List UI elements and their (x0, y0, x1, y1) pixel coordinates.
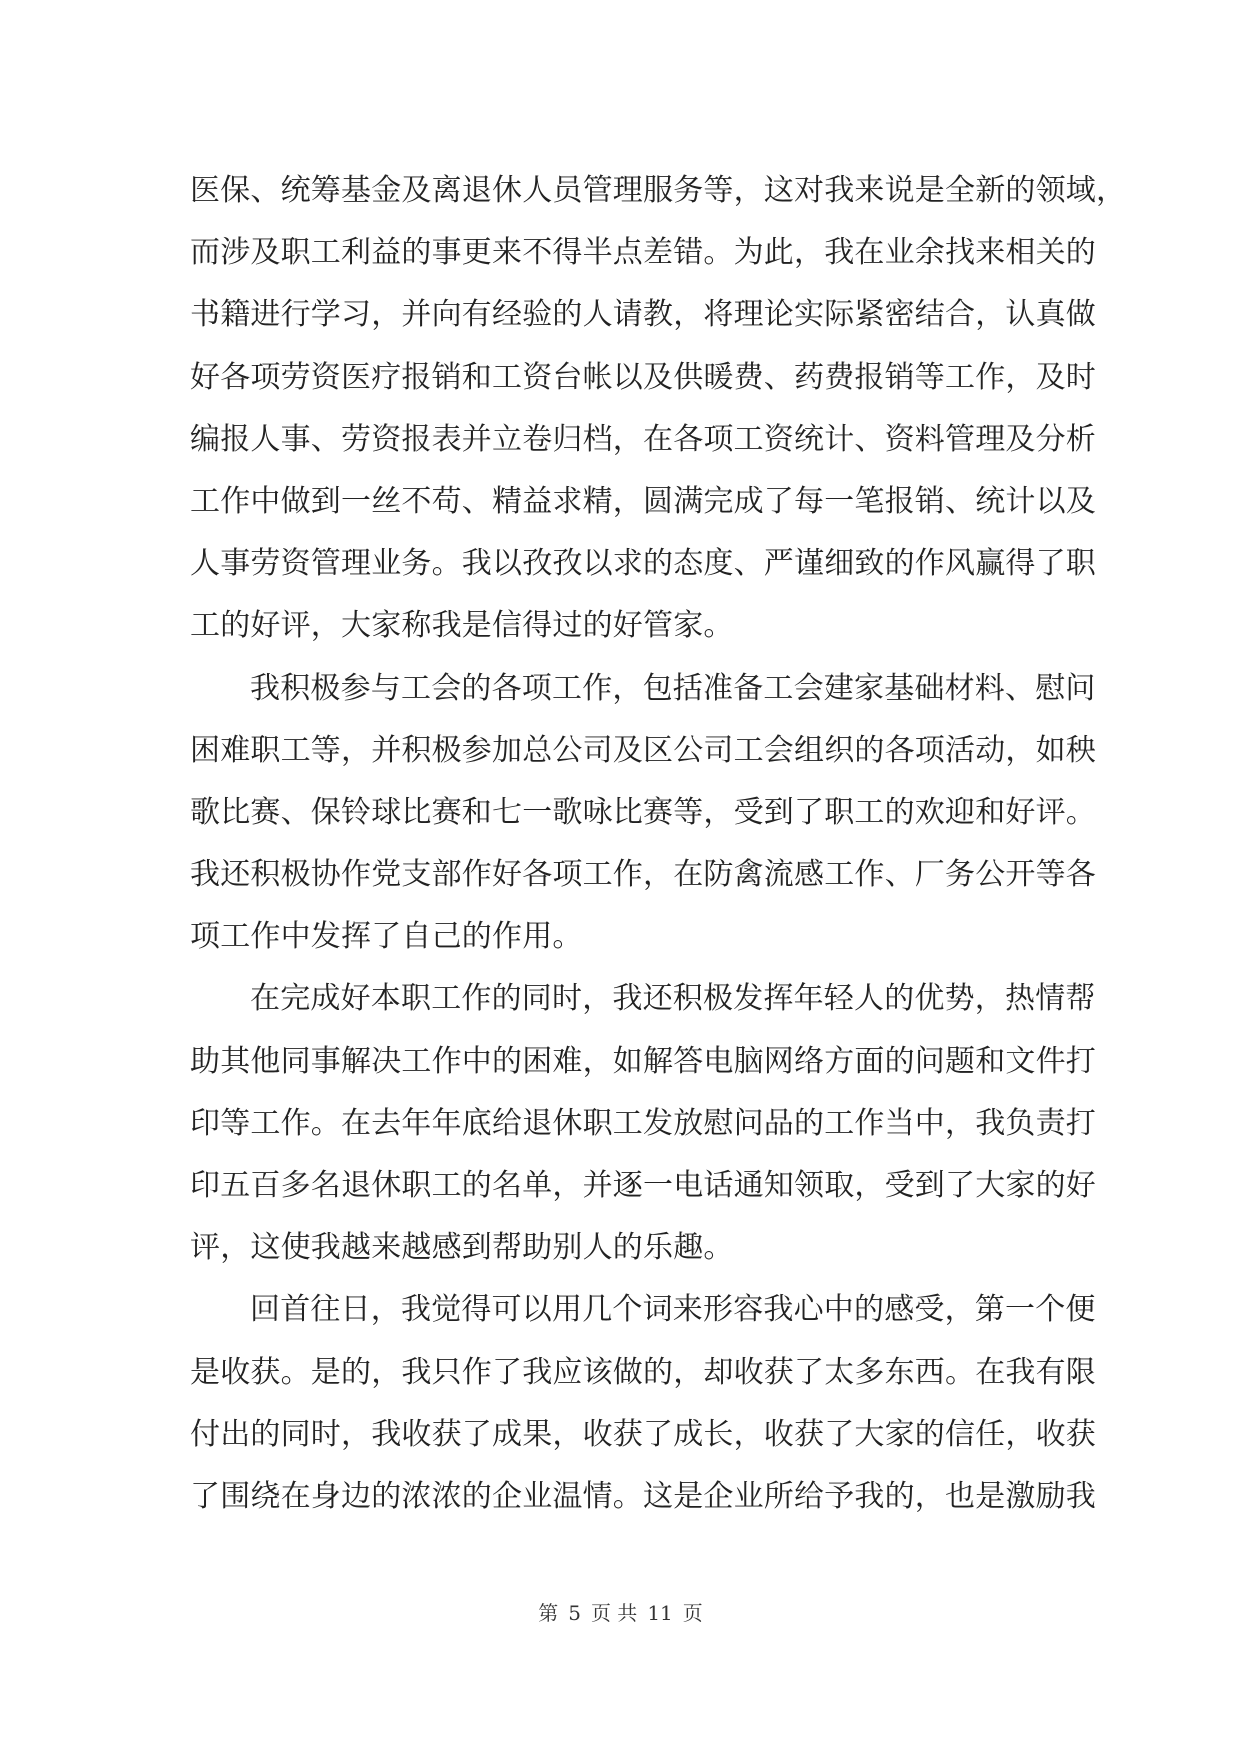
footer-total-pages: 11 (647, 1601, 673, 1625)
document-body (190, 160, 1127, 1528)
text-line: 评，这使我越来越感到帮助别人的乐趣。 (190, 1230, 734, 1266)
footer-current-page: 5 (568, 1601, 581, 1625)
paragraph (190, 658, 1096, 969)
footer-prefix: 第 (538, 1601, 559, 1625)
footer-suffix: 页 (682, 1601, 703, 1625)
text-line: 编报人事、劳资报表并立卷归档，在各项工资统计、资料管理及分析 (190, 421, 1096, 457)
text-line: 好各项劳资医疗报销和工资台帐以及供暖费、药费报销等工作，及时 (190, 359, 1096, 395)
text-line: 工的好评，大家称我是信得过的好管家。 (190, 608, 734, 644)
text-line: 是收获。是的，我只作了我应该做的，却收获了太多东西。在我有限 (190, 1354, 1096, 1390)
text-line: 我还积极协作党支部作好各项工作，在防禽流感工作、厂务公开等各 (190, 857, 1096, 893)
text-line: 我积极参与工会的各项工作，包括准备工会建家基础材料、慰问 (250, 670, 1096, 706)
text-line: 在完成好本职工作的同时，我还积极发挥年轻人的优势，热情帮 (250, 981, 1096, 1017)
text-line: 困难职工等，并积极参加总公司及区公司工会组织的各项活动，如秧 (190, 732, 1096, 768)
text-line: 印五百多名退休职工的名单，并逐一电话通知领取，受到了大家的好 (190, 1168, 1096, 1203)
text-line: 书籍进行学习，并向有经验的人请教，将理论实际紧密结合，认真做 (190, 297, 1096, 333)
footer-middle: 页 共 (590, 1601, 638, 1625)
text-line: 了围绕在身边的浓浓的企业温情。这是企业所给予我的，也是激励我 (190, 1478, 1096, 1514)
text-line: 歌比赛、保铃球比赛和七一歌咏比赛等，受到了职工的欢迎和好评。 (190, 794, 1096, 830)
text-line: 而涉及职工利益的事更来不得半点差错。为此，我在业余找来相关的 (190, 235, 1096, 271)
text-line: 付出的同时，我收获了成果，收获了成长，收获了大家的信任，收获 (190, 1416, 1096, 1452)
paragraph (190, 1279, 1096, 1528)
text-line: 印等工作。在去年年底给退休职工发放慰问品的工作当中，我负责打 (190, 1105, 1096, 1141)
text-line: 人事劳资管理业务。我以孜孜以求的态度、严谨细致的作风赢得了职 (190, 546, 1096, 582)
text-line: 回首往日，我觉得可以用几个词来形容我心中的感受，第一个便 (250, 1292, 1096, 1328)
page-footer (0, 1597, 1241, 1626)
paragraph (190, 968, 1096, 1279)
text-line: 助其他同事解决工作中的困难，如解答电脑网络方面的问题和文件打 (190, 1043, 1096, 1079)
text-line: 工作中做到一丝不苟、精益求精，圆满完成了每一笔报销、统计以及 (190, 483, 1096, 519)
text-line: 医保、统筹基金及离退休人员管理服务等，这对我来说是全新的领域， (190, 173, 1127, 208)
paragraph (190, 160, 1127, 658)
text-line: 项工作中发挥了自己的作用。 (190, 919, 583, 955)
